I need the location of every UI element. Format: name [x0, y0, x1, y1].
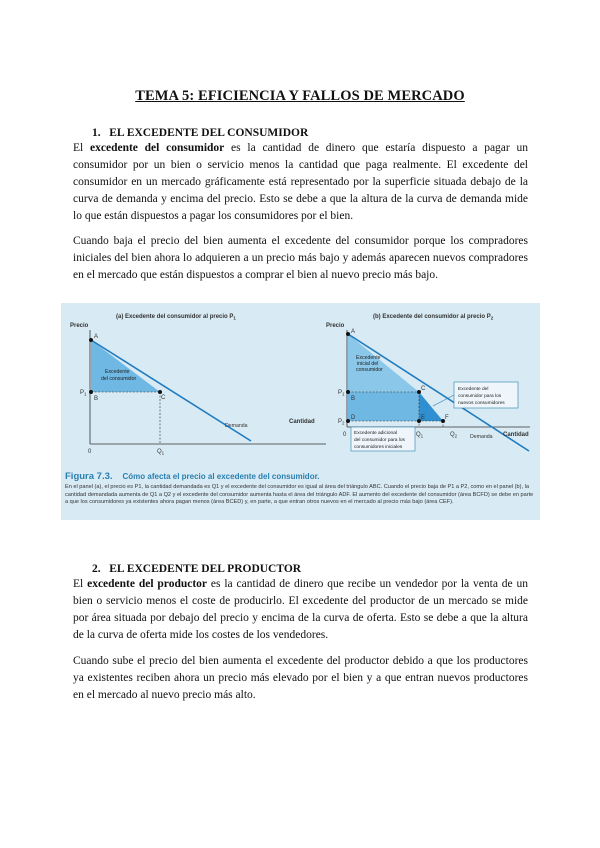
panel-b-initial-label-3: consumidor [356, 367, 383, 373]
section2-paragraph1 [73, 576, 528, 644]
caption-title: Cómo afecta el precio al excedente del consumidor. [122, 472, 320, 481]
panel-a-point-a [89, 338, 93, 342]
section1-p1-rest: es la cantidad de dinero que estaría dispuesto a pagar un consumidor por un bien o servicio menos la cantidad que paga realmente. El excedente del consumidor en un mercado gráficamente está representado por la superficie situada debajo de la curva de demanda y encima del precio. Esto se debe a que la altura de la curva de demanda mide lo que están dispuestos a pagar los consumidores por el bien. [73, 142, 529, 222]
panel-b-point-a [346, 332, 350, 336]
caption-text: En el panel (a), el precio es P1, la cantidad demandada es Q1 y el excedente del consumidor es igual al área del triángulo ABC. Cuando el precio baja de P1 a P2, como en el panel (b), la cantidad demandada aumenta de Q1 a Q2 y el excedente del consumidor aumenta hasta el área del triángulo ADF. El aumento del excedente del consumidor (área BCFD) se debe en parte a que los consumidores ya existentes ahora pagan menos (área BCED) y, en parte, a que entran otros nuevos en el mercado al precio más bajo (área CEF). [65, 484, 534, 506]
panel-a-origin: 0 [88, 449, 92, 455]
panel-b-new-box-line1: Excedente del [458, 387, 489, 392]
panel-b-xlabel: Cantidad [503, 432, 529, 438]
panel-a-price-label: $P_1$ [80, 390, 87, 397]
section1-paragraph2: Cuando baja el precio del bien aumenta el excedente del consumidor porque los compradores iniciales del bien ahora lo adquieren a un precio más bajo y además aparecen nuevos compradores en el mercado que están dispuestos a comprar el bien al nuevo precio más bajo. [73, 235, 528, 281]
panel-b-extra-box-line3: consumidores iniciales [354, 445, 403, 450]
caption-number: Figura 7.3. [65, 471, 113, 482]
section1-paragraph1 [73, 140, 528, 225]
section2-p1-prefix: El [73, 578, 88, 590]
panel-b-label-d: D [351, 415, 356, 421]
panel-b-new-box-line3: nuevos consumidores [458, 401, 505, 406]
panel-a-q1-label: $Q_1$ [157, 449, 165, 456]
panel-a-point-b [89, 390, 93, 394]
consumer-surplus-term: excedente del consumidor [90, 142, 225, 154]
figure-caption [65, 471, 535, 507]
panel-a-surplus-label-2: del consumidor [101, 376, 137, 382]
panel-a-demand-label: Demanda [225, 423, 248, 429]
panel-b-label-f: F [445, 415, 449, 421]
figure-consumer-surplus [61, 303, 540, 520]
page-title: TEMA 5: EFICIENCIA Y FALLOS DE MERCADO [135, 88, 465, 104]
panel-b-extra-area [348, 392, 419, 421]
panel-b-extra-box-line1: Excedente adicional [354, 431, 397, 436]
producer-surplus-term: excedente del productor [87, 578, 208, 590]
figure-graphs [61, 303, 540, 471]
panel-b-point-b [346, 390, 350, 394]
panel-b-extra-box-line2: del consumidor para los [354, 438, 405, 443]
panel-a-ylabel: Precio [70, 323, 89, 329]
panel-b-initial-label-2: inicial del [357, 361, 379, 367]
panel-b-label-e: E [421, 415, 426, 421]
panel-a-surplus-label-1: Excedente [105, 369, 130, 375]
panel-b-label-a: A [351, 329, 356, 335]
section2-p1-rest: es la cantidad de dinero que recibe un vendedor por la venta de un bien o servicio menos el coste de producirlo. El excedente del productor de un mercado se mide por área situada por debajo del precio y encima de la curva de oferta. Esto se debe a que la altura de la curva de oferta mide los costes de los vendedores. [73, 578, 528, 641]
panel-b-p1-label: $P_1$ [338, 390, 345, 397]
section2-heading: 2. EL EXCEDENTE DEL PRODUCTOR [92, 563, 302, 575]
section2-paragraph2: Cuando sube el precio del bien aumenta el excedente del productor debido a que los productores ya existentes reciben ahora un precio más elevado por el bien y a que entran nuevos productores en el mercado al nuevo precio más alto. [73, 655, 528, 701]
panel-a-surplus-area [91, 340, 160, 392]
panel-a-label-a: A [94, 334, 99, 340]
panel-b-label-c: C [421, 386, 426, 392]
panel-b-origin: 0 [343, 432, 347, 438]
caption-heading [65, 471, 535, 482]
panel-b-title: (b) Excedente del consumidor al precio $P_2$ [373, 314, 494, 321]
panel-b-q2-label: $Q_2$ [450, 432, 458, 439]
panel-b-label-b: B [351, 396, 356, 402]
panel-b-q1-label: $Q_1$ [416, 432, 424, 439]
panel-b-point-d [346, 419, 350, 423]
panel-a-label-c: C [161, 395, 166, 401]
panel-b-new-box-line2: consumidor para los [458, 394, 502, 399]
panel-a-title: (a) Excedente del consumidor al precio $P_1$ [116, 314, 236, 321]
panel-a-point-c [158, 390, 162, 394]
panel-b-ylabel: Precio [326, 323, 345, 329]
panel-b-demand-label: Demanda [470, 434, 493, 440]
panel-a-label-b: B [94, 396, 99, 402]
panel-b-p2-label: $P_2$ [338, 419, 345, 426]
panel-b-initial-label-1: Excedente [356, 355, 381, 361]
panel-a-xlabel: Cantidad [289, 419, 315, 425]
section1-p1-prefix: El [73, 142, 90, 154]
section1-heading: 1. EL EXCEDENTE DEL CONSUMIDOR [92, 127, 309, 139]
